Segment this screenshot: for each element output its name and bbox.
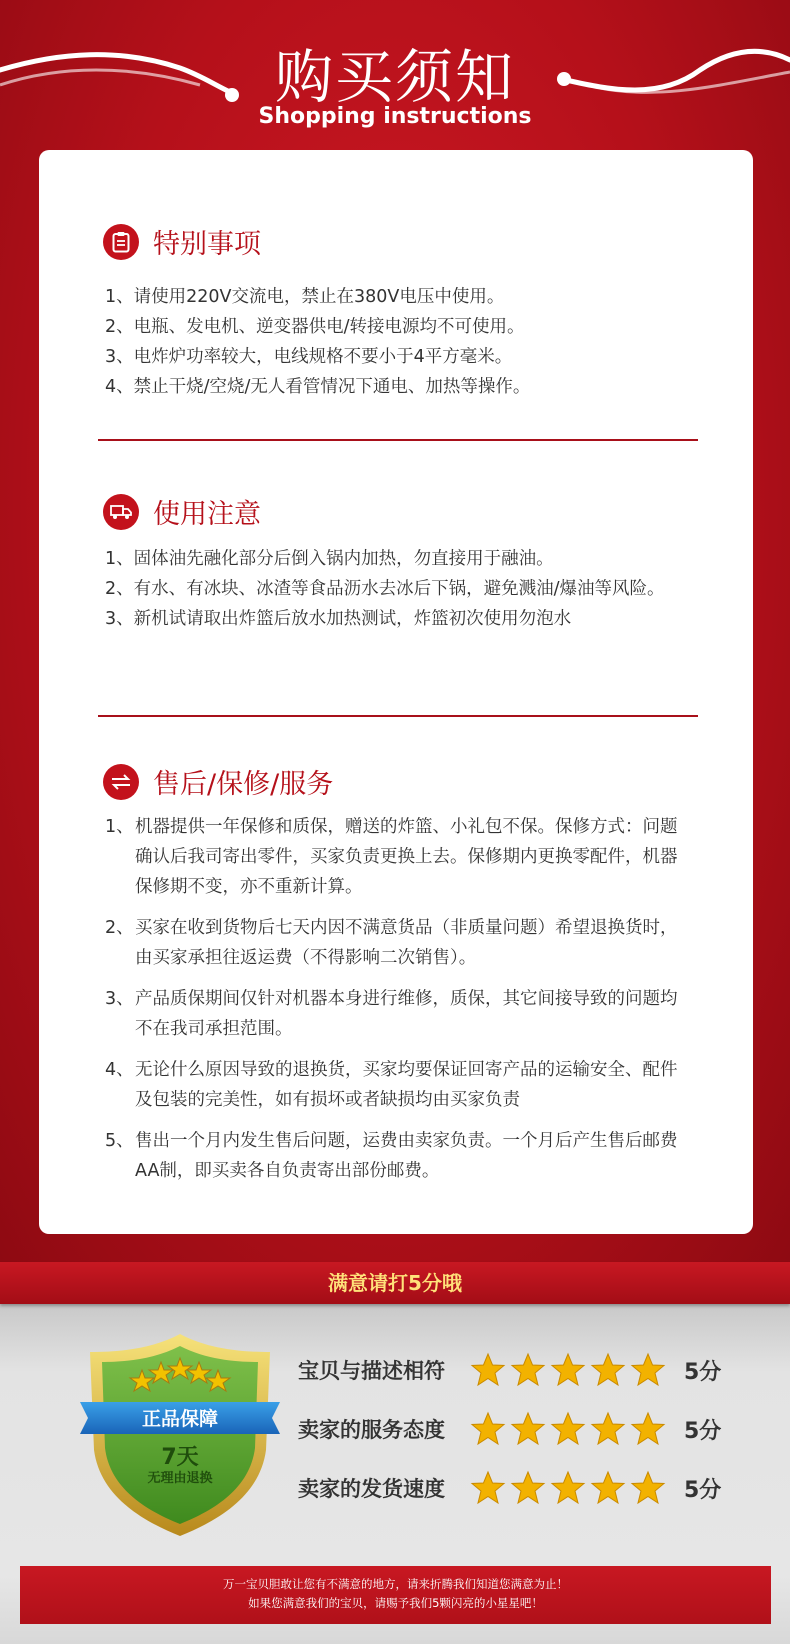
list-item: 1、请使用220V交流电，禁止在380V电压中使用。 xyxy=(105,287,505,307)
star-icon xyxy=(630,1470,666,1506)
list-item xyxy=(105,984,685,1044)
rating-label: 卖家的服务态度 xyxy=(298,1418,445,1442)
rating-label: 卖家的发货速度 xyxy=(298,1477,445,1501)
service-list xyxy=(105,812,685,1197)
list-item xyxy=(105,1055,685,1115)
star-icon xyxy=(470,1411,506,1447)
list-item xyxy=(105,913,685,973)
star-icon xyxy=(470,1352,506,1388)
footer-line: 如果您满意我们的宝贝，请赐予我们5颗闪亮的小星星吧！ xyxy=(248,1596,543,1610)
star-icon xyxy=(550,1411,586,1447)
clipboard-icon xyxy=(103,224,139,260)
item-text: 售出一个月内发生售后问题，运费由卖家负责。一个月后产生售后邮费AA制，即买卖各自负责寄出部份邮费。 xyxy=(135,1131,678,1181)
rating-score: 5分 xyxy=(684,1477,722,1503)
star-icon xyxy=(550,1470,586,1506)
item-text: 买家在收到货物后七天内因不满意货品（非质量问题）希望退换货时， 由买家承担往返运费（不得影响二次销售）。 xyxy=(135,918,678,968)
page-subtitle: Shopping instructions xyxy=(258,104,532,129)
item-number: 3、 xyxy=(105,989,134,1009)
star-icon xyxy=(510,1470,546,1506)
list-item: 3、电炸炉功率较大，电线规格不要小于4平方毫米。 xyxy=(105,347,513,367)
star-rating xyxy=(470,1470,670,1506)
rating-score: 5分 xyxy=(684,1418,722,1444)
star-icon xyxy=(590,1470,626,1506)
item-number: 1、 xyxy=(105,817,134,837)
shield-title: 正品保障 xyxy=(141,1408,218,1430)
item-number: 4、 xyxy=(105,1060,134,1080)
usage-list xyxy=(105,544,745,634)
star-icon xyxy=(630,1411,666,1447)
section-usage-header xyxy=(103,492,261,531)
rating-score: 5分 xyxy=(684,1359,722,1385)
star-icon xyxy=(630,1352,666,1388)
star-icon xyxy=(590,1411,626,1447)
star-icon xyxy=(590,1352,626,1388)
exchange-icon xyxy=(103,764,139,800)
section-service-title: 售后/保修/服务 xyxy=(153,769,334,800)
page-title: 购买须知 xyxy=(274,43,515,111)
list-item: 2、电瓶、发电机、逆变器供电/转接电源均不可使用。 xyxy=(105,317,525,337)
item-number: 2、 xyxy=(105,918,134,938)
rating-row-description xyxy=(298,1352,721,1388)
footer-banner xyxy=(20,1566,771,1624)
section-divider xyxy=(98,439,698,441)
guarantee-shield-icon xyxy=(80,1330,280,1540)
shield-days: 7天 xyxy=(161,1445,199,1470)
star-rating xyxy=(470,1411,670,1447)
section-divider xyxy=(98,715,698,717)
section-service-header xyxy=(103,762,333,801)
list-item xyxy=(105,812,685,902)
rating-row-shipping xyxy=(298,1470,721,1506)
special-list xyxy=(105,282,745,402)
footer-line: 万一宝贝胆敢让您有不满意的地方，请来折腾我们知道您满意为止！ xyxy=(223,1577,568,1591)
list-item: 3、新机试请取出炸篮后放水加热测试，炸篮初次使用勿泡水 xyxy=(105,609,572,629)
item-text: 机器提供一年保修和质保，赠送的炸篮、小礼包不保。保修方式：问题确认后我司寄出零件，买家负责更换上去。保修期内更换零配件，机器保修期不变，亦不重新计算。 xyxy=(135,817,678,897)
instructions-card xyxy=(39,150,753,1234)
item-text: 产品质保期间仅针对机器本身进行维修，质保，其它间接导致的问题均不在我司承担范围。 xyxy=(135,989,678,1039)
star-icon xyxy=(510,1411,546,1447)
section-usage-title: 使用注意 xyxy=(153,499,261,530)
star-icon xyxy=(550,1352,586,1388)
item-text: 无论什么原因导致的退换货，买家均要保证回寄产品的运输安全、配件及包装的完美性，如有损坏或者缺损均由买家负责 xyxy=(135,1060,678,1110)
star-icon xyxy=(470,1470,506,1506)
item-number: 5、 xyxy=(105,1131,134,1151)
list-item: 1、固体油先融化部分后倒入锅内加热，勿直接用于融油。 xyxy=(105,549,554,569)
rating-label: 宝贝与描述相符 xyxy=(298,1359,445,1383)
list-item: 4、禁止干烧/空烧/无人看管情况下通电、加热等操作。 xyxy=(105,377,531,397)
list-item: 2、有水、有冰块、冰渣等食品沥水去冰后下锅，避免溅油/爆油等风险。 xyxy=(105,579,665,599)
star-icon xyxy=(510,1352,546,1388)
list-item xyxy=(105,1126,685,1186)
rating-row-service xyxy=(298,1411,721,1447)
truck-icon xyxy=(103,494,139,530)
star-rating xyxy=(470,1352,670,1388)
shield-note: 无理由退换 xyxy=(147,1471,213,1486)
section-special-title: 特别事项 xyxy=(153,229,261,260)
section-special-header xyxy=(103,222,261,261)
rating-banner-text: 满意请打5分哦 xyxy=(328,1271,462,1295)
